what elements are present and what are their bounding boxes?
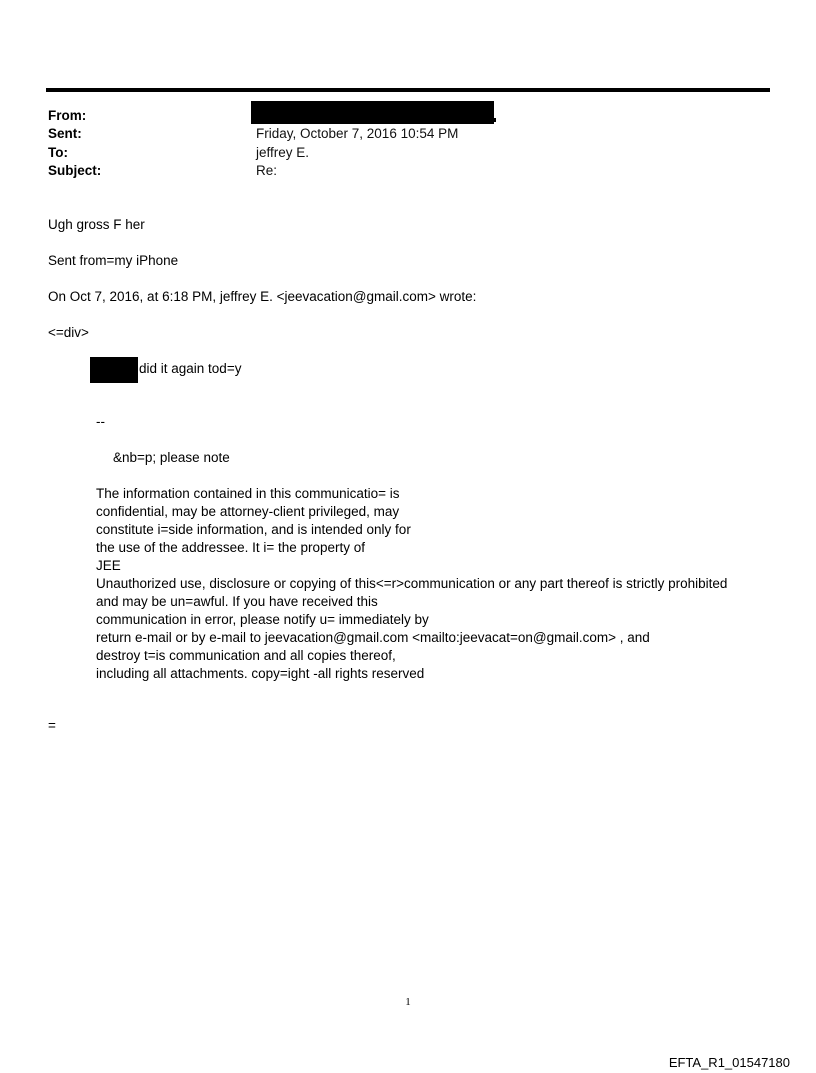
from-redaction bbox=[251, 101, 494, 124]
disclaimer-line: destroy t=is communication and all copies thereof, bbox=[96, 648, 396, 663]
disclaimer-line: The information contained in this communicatio= is bbox=[96, 486, 400, 501]
disclaimer-line: constitute i=side information, and is intended only for bbox=[96, 522, 411, 537]
sent-label: Sent: bbox=[48, 126, 82, 141]
disclaimer-line: communication in error, please notify u= immediately by bbox=[96, 612, 429, 627]
from-label: From: bbox=[48, 108, 87, 123]
disclaimer-line: and may be un=awful. If you have received this bbox=[96, 594, 378, 609]
sent-value: Friday, October 7, 2016 10:54 PM bbox=[256, 126, 459, 141]
trailing-equals: = bbox=[48, 718, 56, 733]
to-label: To: bbox=[48, 145, 68, 160]
to-value: jeffrey E. bbox=[256, 145, 310, 160]
quoted-message: did it again tod=y bbox=[139, 361, 242, 376]
nbsp-note: &nb=p; please note bbox=[113, 450, 230, 465]
div-tag: <=div> bbox=[48, 325, 89, 340]
disclaimer-block bbox=[96, 485, 727, 683]
page-number: 1 bbox=[405, 996, 411, 1008]
quote-intro: On Oct 7, 2016, at 6:18 PM, jeffrey E. <jeevacation@gmail.com> wrote: bbox=[48, 289, 477, 304]
disclaimer-line: Unauthorized use, disclosure or copying of this<=r>communication or any part thereof is strictly prohibited bbox=[96, 576, 728, 591]
reply-text: Ugh gross F her bbox=[48, 217, 145, 232]
disclaimer-line: confidential, may be attorney-client privileged, may bbox=[96, 504, 400, 519]
bates-number: EFTA_R1_01547180 bbox=[668, 1055, 790, 1070]
signature-dashes: -- bbox=[96, 414, 105, 429]
disclaimer-line: JEE bbox=[96, 558, 121, 573]
signature: Sent from=my iPhone bbox=[48, 253, 179, 268]
disclaimer-line: the use of the addressee. It i= the property of bbox=[96, 540, 366, 555]
header-rule bbox=[46, 88, 770, 92]
disclaimer-line: including all attachments. copy=ight -all rights reserved bbox=[96, 666, 425, 681]
name-redaction bbox=[90, 357, 138, 383]
disclaimer-line: return e-mail or by e-mail to jeevacation@gmail.com <mailto:jeevacat=on@gmail.com> , and bbox=[96, 630, 650, 645]
from-redaction-mark bbox=[494, 118, 496, 122]
subject-value: Re: bbox=[256, 163, 278, 178]
subject-label: Subject: bbox=[48, 163, 102, 178]
